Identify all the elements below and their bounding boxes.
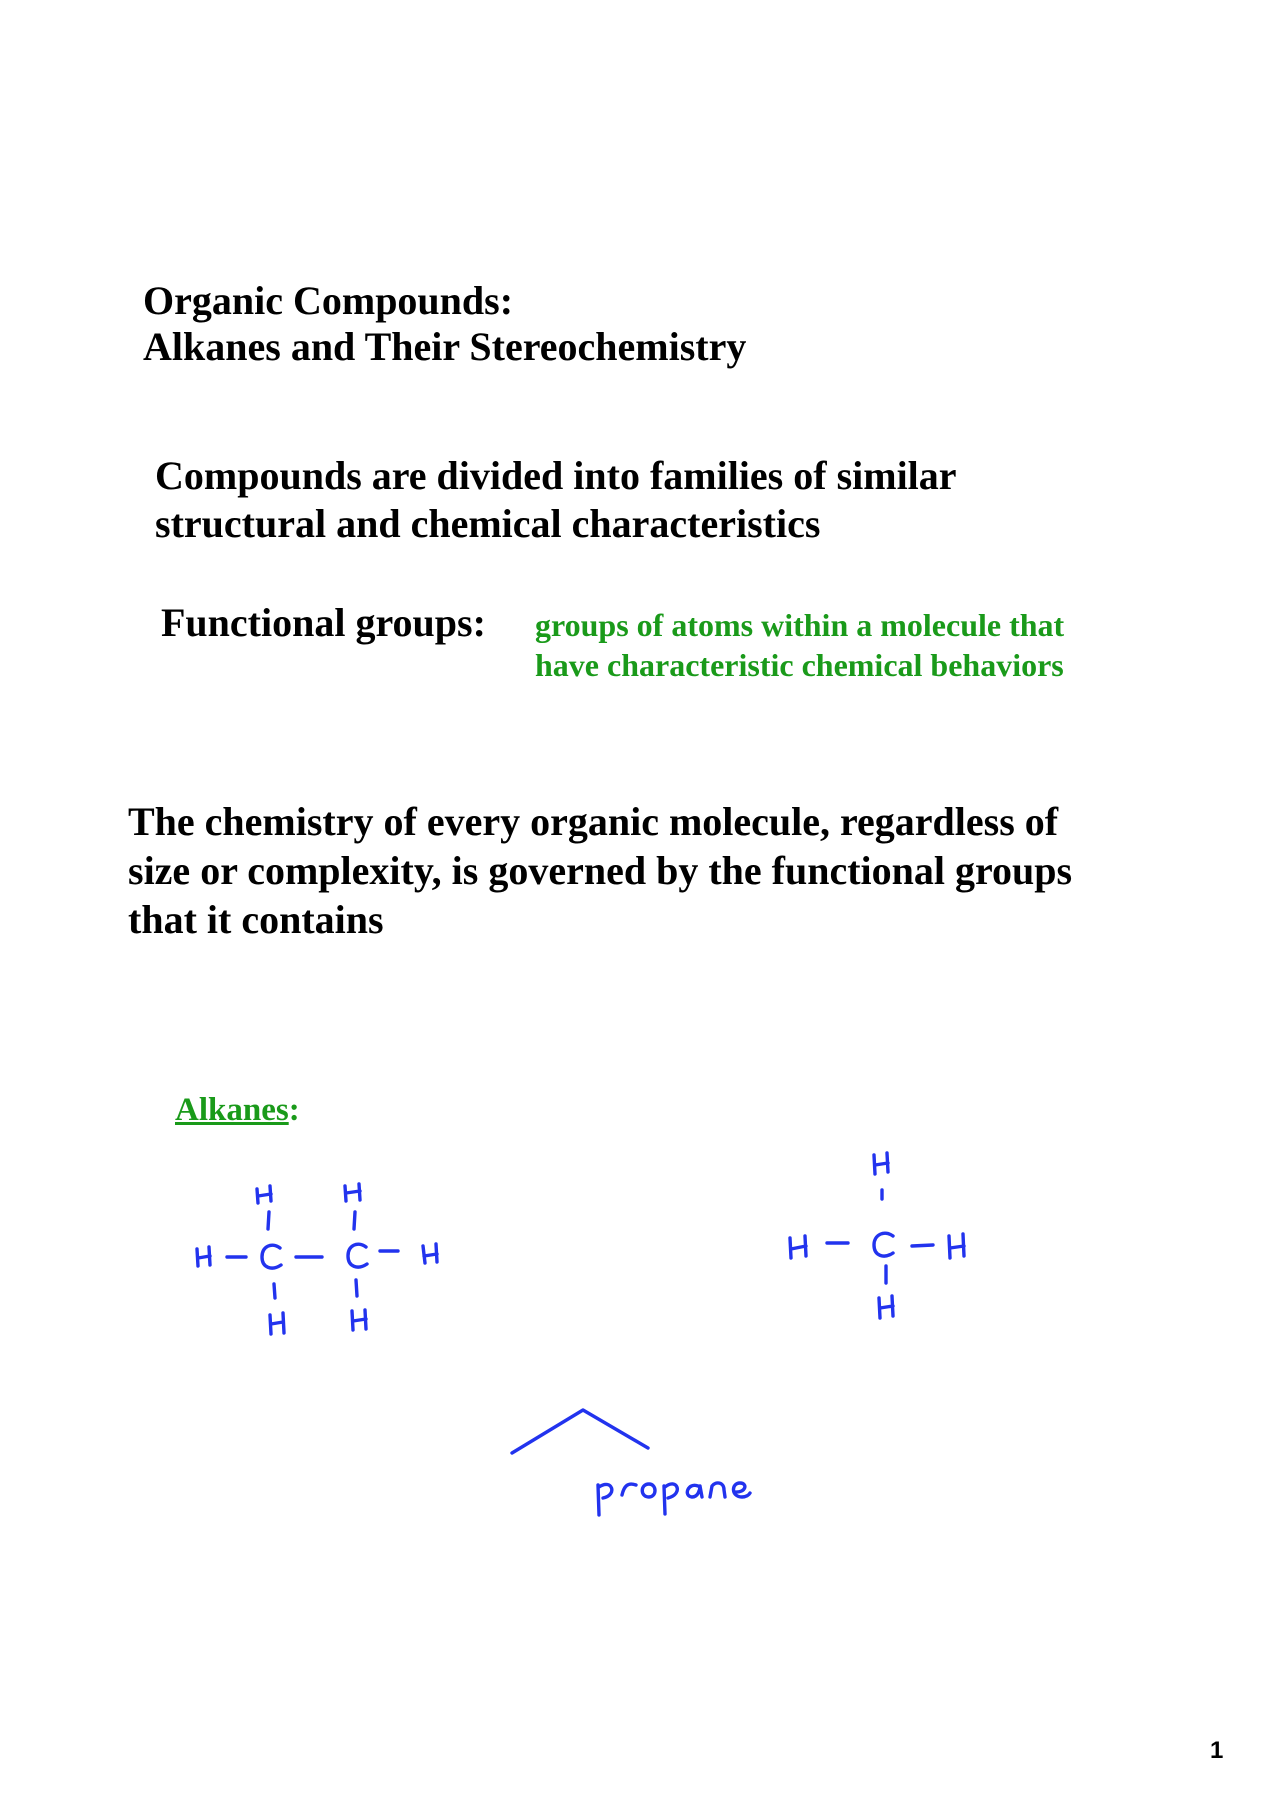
- bond-line: [356, 1280, 357, 1296]
- bond-line: [268, 1212, 269, 1229]
- handwritten-h: [257, 1186, 271, 1203]
- bond-line: [354, 1212, 355, 1229]
- propane-handwritten-label: [598, 1483, 750, 1515]
- chemistry-statement-line-2: size or complexity, is governed by the functional groups: [128, 848, 1073, 893]
- handwritten-c: [262, 1245, 281, 1268]
- ethane-structure-drawing: [197, 1184, 437, 1334]
- bond-line: [274, 1284, 275, 1298]
- families-text-line-2: structural and chemical characteristics: [155, 501, 821, 546]
- alkanes-label: Alkanes: [175, 1092, 289, 1128]
- functional-groups-label: Functional groups:: [161, 600, 486, 645]
- bond-line: [912, 1245, 933, 1246]
- handwritten-h: [949, 1234, 964, 1258]
- handwritten-h: [352, 1310, 366, 1330]
- page-title: Organic Compounds:: [143, 278, 514, 323]
- page-subtitle: Alkanes and Their Stereochemistry: [143, 324, 747, 369]
- handwritten-c: [874, 1233, 893, 1256]
- page-number: 1: [1210, 1737, 1224, 1764]
- handwritten-c: [348, 1244, 367, 1267]
- families-text-line-1: Compounds are divided into families of similar: [155, 453, 957, 498]
- functional-groups-definition-line-2: have characteristic chemical behaviors: [535, 647, 1064, 683]
- chemistry-statement-line-1: The chemistry of every organic molecule, regardless of: [128, 799, 1059, 844]
- functional-groups-definition-line-1: groups of atoms within a molecule that: [535, 607, 1065, 643]
- propane-skeletal-drawing: [512, 1410, 648, 1453]
- handwritten-h: [197, 1247, 210, 1266]
- handwritten-h: [790, 1236, 806, 1258]
- handwritten-h: [423, 1244, 437, 1263]
- handwritten-h: [879, 1296, 893, 1318]
- alkanes-colon: :: [288, 1092, 300, 1128]
- handwritten-h: [345, 1184, 360, 1201]
- handwritten-h: [270, 1313, 284, 1334]
- chemistry-statement-line-3: that it contains: [128, 897, 384, 942]
- handwritten-h: [874, 1153, 888, 1174]
- methane-structure-drawing: [790, 1153, 964, 1318]
